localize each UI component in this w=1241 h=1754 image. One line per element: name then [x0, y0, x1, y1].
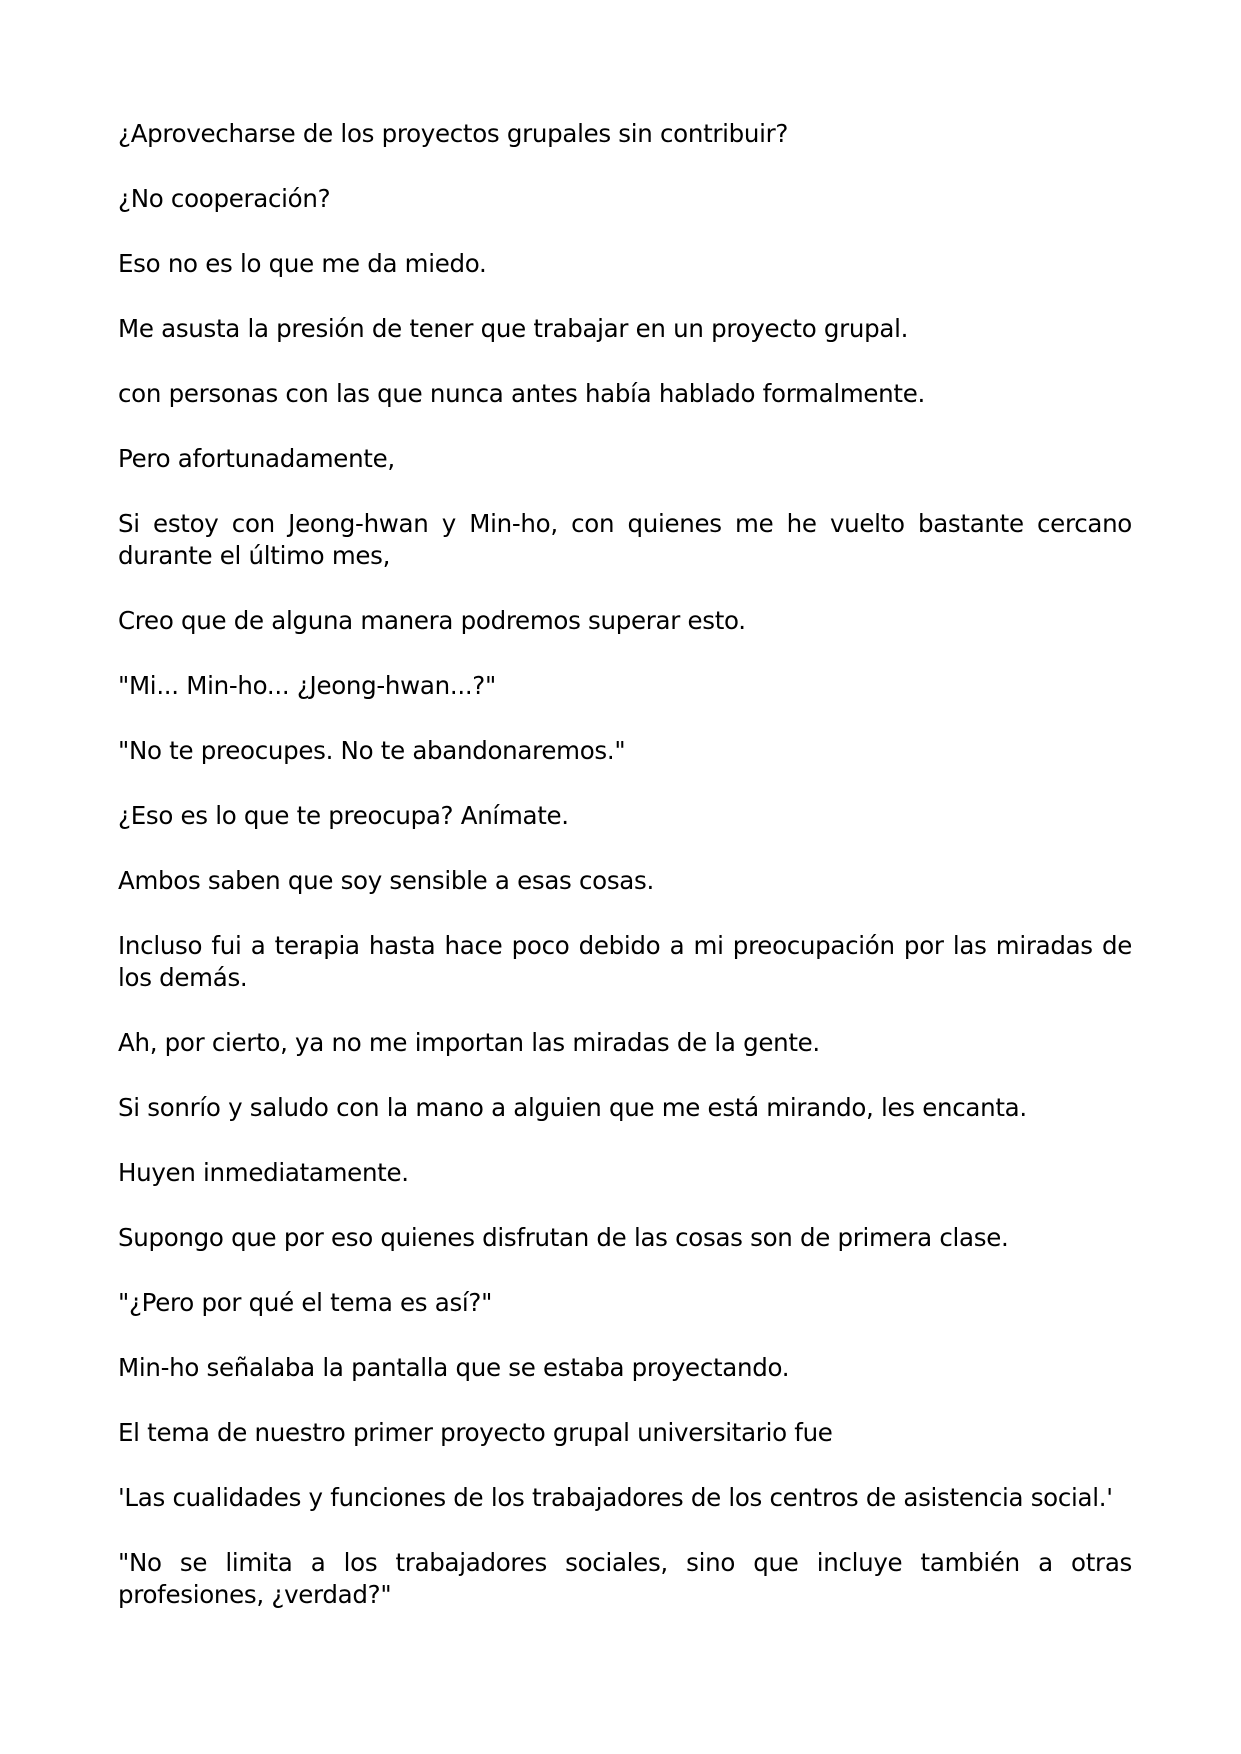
paragraph: ¿No cooperación? — [118, 184, 331, 213]
paragraph: Ambos saben que soy sensible a esas cosas. — [118, 866, 654, 895]
paragraph: El tema de nuestro primer proyecto grupal universitario fue — [118, 1418, 833, 1447]
paragraph: 'Las cualidades y funciones de los trabajadores de los centros de asistencia social.' — [118, 1483, 1113, 1512]
paragraph: "No te preocupes. No te abandonaremos." — [118, 736, 626, 765]
paragraph: "Mi... Min-ho... ¿Jeong-hwan...?" — [118, 671, 496, 700]
paragraph: Si estoy con Jeong-hwan y Min-ho, con quienes me he vuelto bastante cercano durante el último mes, — [118, 509, 1132, 570]
paragraph: ¿Eso es lo que te preocupa? Anímate. — [118, 801, 569, 830]
paragraph: Ah, por cierto, ya no me importan las miradas de la gente. — [118, 1028, 820, 1057]
paragraph: "¿Pero por qué el tema es así?" — [118, 1288, 493, 1317]
paragraph: Pero afortunadamente, — [118, 444, 395, 473]
paragraph: Me asusta la presión de tener que trabajar en un proyecto grupal. — [118, 314, 909, 343]
paragraph: Huyen inmediatamente. — [118, 1158, 409, 1187]
paragraph: ¿Aprovecharse de los proyectos grupales sin contribuir? — [118, 119, 789, 148]
paragraph: "No se limita a los trabajadores sociales, sino que incluye también a otras profesiones, ¿verdad?" — [118, 1548, 1132, 1609]
paragraph: Min-ho señalaba la pantalla que se estaba proyectando. — [118, 1353, 790, 1382]
document-body — [118, 118, 1132, 1644]
paragraph: Supongo que por eso quienes disfrutan de las cosas son de primera clase. — [118, 1223, 1009, 1252]
paragraph: Incluso fui a terapia hasta hace poco debido a mi preocupación por las miradas de los demás. — [118, 931, 1132, 992]
paragraph: Si sonrío y saludo con la mano a alguien que me está mirando, les encanta. — [118, 1093, 1027, 1122]
paragraph: Eso no es lo que me da miedo. — [118, 249, 487, 278]
paragraph: Creo que de alguna manera podremos superar esto. — [118, 606, 746, 635]
paragraph: con personas con las que nunca antes había hablado formalmente. — [118, 379, 925, 408]
